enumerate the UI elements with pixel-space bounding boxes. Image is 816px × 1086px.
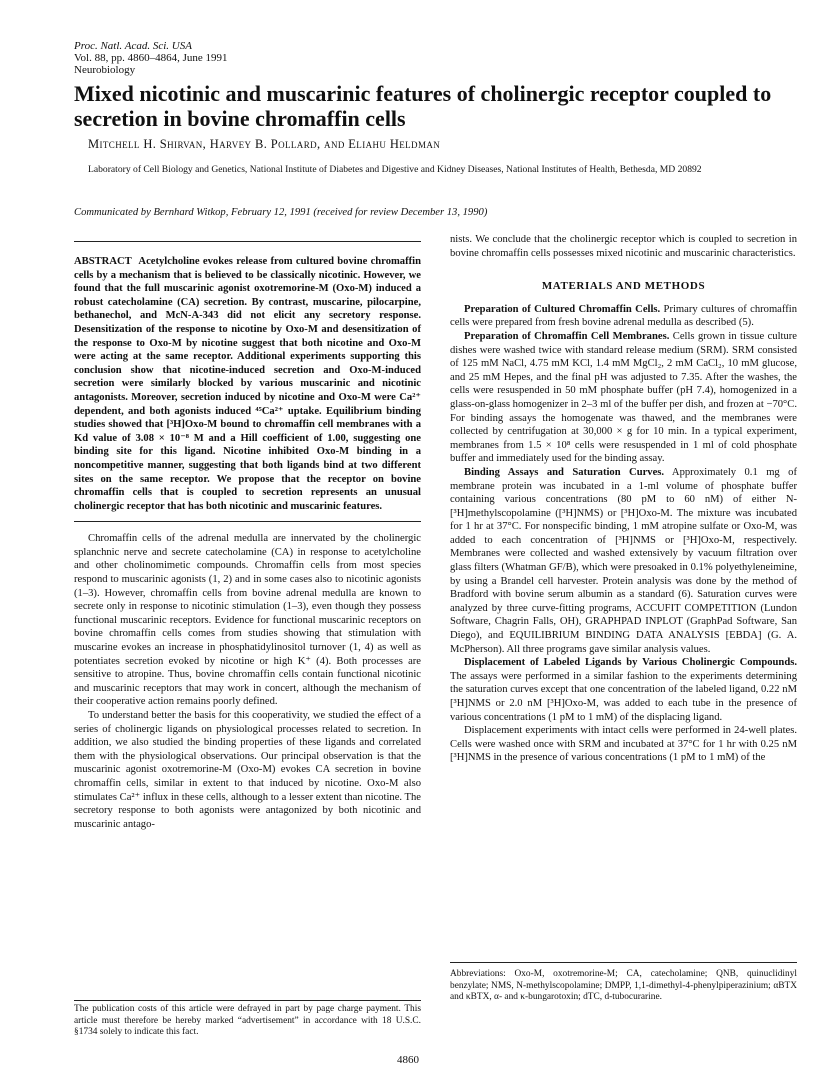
methods-paragraph: [450, 303, 797, 330]
communicated-by: Communicated by Bernhard Witkop, February 12, 1991 (received for review December 13, 1990): [74, 207, 488, 218]
abbreviations: Abbreviations: Oxo-M, oxotremorine-M; CA, catecholamine; QNB, quinuclidinyl benzylate; NMS, N-methylscopolamine; DMPP, 1,1-dimethyl-4-phenylpiperazinium; αBTX and κBTX, α- and κ-bungarotoxin; dTC, d-tubocurarine.: [450, 969, 797, 1002]
abstract: [74, 255, 421, 513]
methods-paragraph: [450, 330, 797, 466]
methods-heading: MATERIALS AND METHODS: [541, 280, 706, 293]
methods-text: Cells grown in tissue culture dishes were washed twice with standard release medium (SRM). SRM consisted of 125 mM NaCl, 4.75 mM KCl, 1.4 mM MgCl₂, 2 mM CaCl₂, 10 mM glucose, and 25 mM Hepes, and the final pH was adjusted to 7.35. After the washes, the cells were resuspended in 50 mM phosphate buffer (pH 7.4), homogenized in a glass-on-glass homogenizer in 2–3 ml of the buffer per dish, and frozen at −70°C. For binding assays the homogenate was thawed, and the membranes were collected by centrifugation at 30,000 × g for 10 min. In a typical experiment, membranes from 1.5 × 10⁸ cells were resuspended in 1 ml of cold phosphate buffer and immediately used for the binding assay.: [450, 330, 797, 465]
author-list: Mitchell H. Shirvan, Harvey B. Pollard, and Eliahu Heldman: [88, 137, 441, 151]
article-title: Mixed nicotinic and muscarinic features of cholinergic receptor coupled to secretion in bovine chromaffin cells: [74, 81, 772, 131]
footnote-rule: [74, 1000, 421, 1001]
intro-continuation: nists. We conclude that the cholinergic receptor which is coupled to secretion in bovine chromaffin cells possesses mixed nicotinic and muscarinic characteristics.: [450, 234, 797, 259]
methods-subheading: Binding Assays and Saturation Curves.: [464, 466, 665, 478]
volume-line: Vol. 88, pp. 4860–4864, June 1991: [74, 52, 228, 64]
methods-text: Primary cultures of chromaffin cells were prepared from fresh bovine adrenal medulla as described (5).: [450, 303, 797, 329]
methods-paragraph: [450, 466, 797, 656]
methods-text: The assays were performed in a similar fashion to the experiments determining the saturation curves except that one concentration of the labeled ligand, 0.22 nM [³H]NMS or 2.0 nM [³H]Oxo-M, was added to each tube in the presence of various concentrations (1 pM to 1 mM) of the displacing ligand.: [450, 670, 797, 723]
intro-paragraph-1: Chromaffin cells of the adrenal medulla are innervated by the cholinergic splanchnic nerve and secrete catecholamine (CA) in response to acetylcholine and other cholinomimetic compounds. Chromaffin cells from most species respond to muscarinic agonists (1, 2) and in some cases also to nicotinic agonists (1–3). However, chromaffin cells from bovine adrenal medulla are known to secrete only in response to nicotinic stimulation (1–3), even though they possess functional muscarinic receptors. Evidence for functional muscarinic receptors on bovine chromaffin cells comes from studies showing that stimulation with muscarine evokes an increase in phosphatidylinositol turnover (1, 4) as well as potentiates secretion evoked by nicotine or high K⁺ (4). Both processes are sensitive to atropine. Thus, bovine chromaffin cells contain functional nicotinic and muscarinic receptors that may work in concert, although the mechanism of their cooperative action remains poorly defined.: [74, 533, 421, 708]
methods-text: Displacement experiments with intact cells were performed in 24-well plates. Cells were washed once with SRM and incubated at 37°C for 1 hr with 0.25 nM [³H]NMS in the presence of various concentrations (1 pM to 1 mM) of the: [450, 725, 797, 764]
section-name: Neurobiology: [74, 64, 136, 76]
methods-subheading: Displacement of Labeled Ligands by Various Cholinergic Compounds.: [464, 657, 797, 669]
abbreviations-rule: [450, 962, 797, 963]
abstract-text: Acetylcholine evokes release from cultured bovine chromaffin cells by a mechanism that is believed to be classically nicotinic. However, we found that the full muscarinic agonist oxotremorine-M (Oxo-M) induced a robust catecholamine (CA) secretion. By contrast, muscarine, pilocarpine, bethanechol, and McN-A-343 did not elicit any secretory response. Desensitization of the response to nicotine by Oxo-M and desensitization of the response to Oxo-M by nicotine suggest that both nicotine and Oxo-M were acting at the same receptor. Additional experiments supporting this conclusion show that nicotine-induced secretion and Oxo-M-induced secretion were similarly blocked by various muscarinic and nicotinic antagonists. Moreover, secretion induced by nicotine and Oxo-M were Ca²⁺ dependent, and both agonists induced ⁴⁵Ca²⁺ uptake. Equilibrium binding studies showed that [³H]Oxo-M bound to chromaffin cell membranes with a Kd value of 3.08 × 10⁻⁸ M and a Hill coefficient of 1.00, suggesting one binding site for this ligand. Nicotine inhibited Oxo-M binding in a noncompetitive manner, suggesting that both ligands bind at two different sites on the same receptor. We propose that the receptor on bovine chromaffin cells that is coupled to secretion represents an unusual cholinergic receptor that has both nicotinic and muscarinic features.: [74, 256, 421, 512]
methods-paragraph: [450, 656, 797, 724]
right-column: [450, 233, 797, 765]
abstract-top-rule: [74, 241, 421, 242]
methods-subheading: Preparation of Chromaffin Cell Membranes.: [464, 330, 670, 342]
methods-text: Approximately 0.1 mg of membrane protein was incubated in a 1-ml volume of phosphate buffer containing various concentrations (80 pM to 60 nM) of either N-[³H]methylscopolamine ([³H]NMS) or [³H]Oxo-M. The mixture was incubated for 1 hr at 37°C. For nonspecific binding, 1 mM atropine sulfate or Oxo-M, was added to each concentration of [³H]NMS or [³H]Oxo-M, respectively. Membranes were collected and washed extensively by vacuum filtration over glass filters (Whatman GF/B), which were presoaked in 0.1% polyethyleneimine, by using a Brandel cell harvester. Protein analysis was done by the method of Bradford with bovine serum albumin as a standard (6). Saturation curves were analyzed by three curve-fitting programs, ACCUFIT COMPETITION (Lundon Software, Chagrin Falls, OH), GRAPHPAD INPLOT (GraphPad Software, San Diego), and EQUILIBRIUM BINDING DATA ANALYSIS [EBDA] (G. A. McPherson). All three programs gave similar analysis values.: [450, 466, 797, 655]
page-number: 4860: [397, 1054, 419, 1066]
affiliation: Laboratory of Cell Biology and Genetics, National Institute of Diabetes and Digestive and Kidney Diseases, National Institutes of Health, Bethesda, MD 20892: [88, 164, 702, 175]
methods-subheading: Preparation of Cultured Chromaffin Cells.: [464, 303, 661, 315]
footnote: The publication costs of this article were defrayed in part by page charge payment. This article must therefore be hereby marked “advertisement” in accordance with 18 U.S.C. §1734 solely to indicate this fact.: [74, 1004, 421, 1037]
intro-paragraph-2: To understand better the basis for this cooperativity, we studied the effect of a series of cholinergic ligands on physiological processes related to secretion. In addition, we also studied the binding properties of these ligands and correlated them with the physiological observations. Our principal observation is that the muscarinic agonist oxotremorine-M (Oxo-M) evokes CA secretion in bovine chromaffin cells, similar in extent to that induced by nicotine. Oxo-M also stimulates Ca²⁺ influx in these cells, although to a lesser extent than nicotine. The secretory response to both agonists were antagonized by both nicotinic and muscarinic antago-: [74, 710, 421, 830]
journal-name: Proc. Natl. Acad. Sci. USA: [74, 40, 192, 52]
journal-header: [74, 40, 228, 76]
abstract-bottom-rule: [74, 521, 421, 522]
methods-paragraph: [450, 724, 797, 765]
abstract-label: ABSTRACT: [74, 256, 132, 267]
left-column: [74, 233, 421, 831]
